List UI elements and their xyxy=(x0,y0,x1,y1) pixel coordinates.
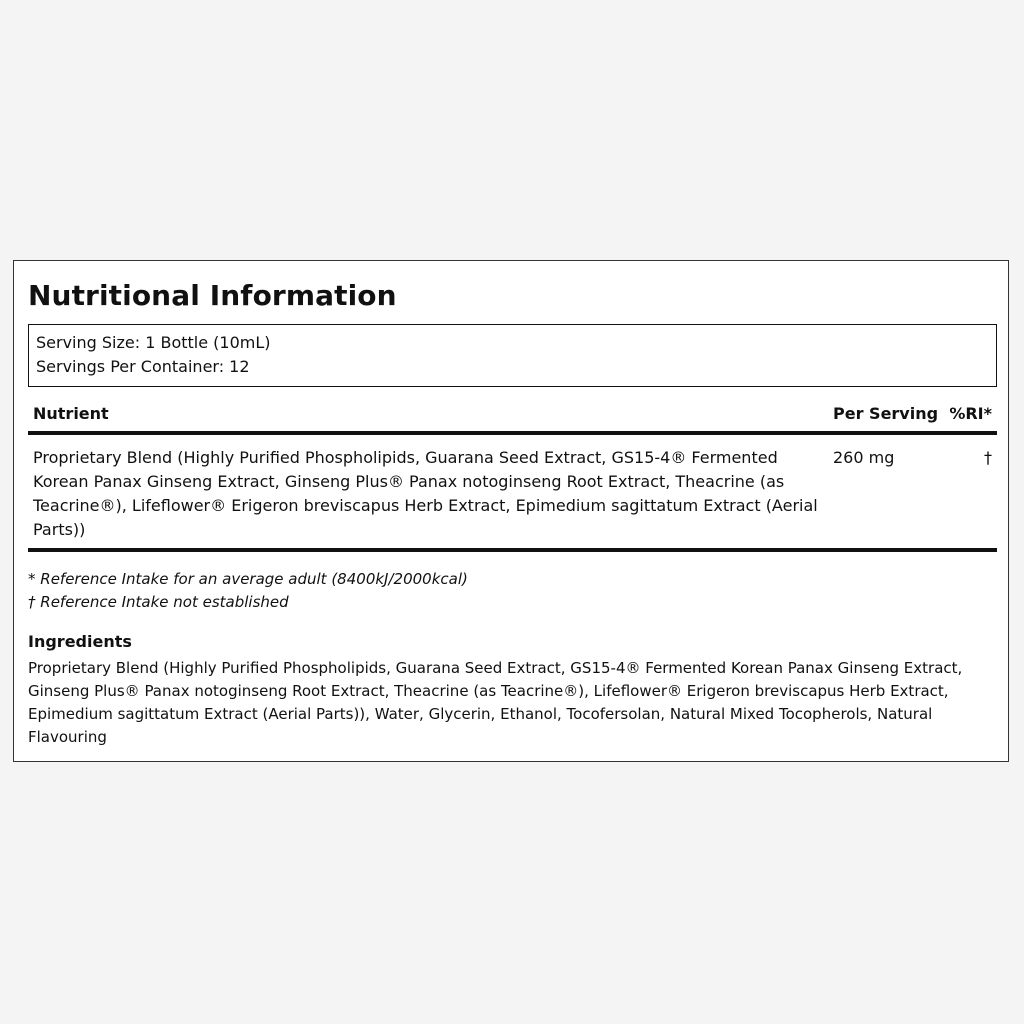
table-row xyxy=(28,433,997,550)
ingredients-text: Proprietary Blend (Highly Purified Phospholipids, Guarana Seed Extract, GS15-4® Fermented Korean Panax Ginseng Extract, Ginseng Plus® Panax notoginseng Root Extract, Theacrine (as Teacrine®), Lifeflower® Erigeron breviscapus Herb Extract, Epimedium sagittatum Extract (Aerial Parts)), Water, Glycerin, Ethanol, Tocofersolan, Natural Mixed Tocopherols, Natural Flavouring xyxy=(28,659,963,746)
nutrient-table xyxy=(28,399,997,552)
panel-title: Nutritional Information xyxy=(28,279,397,312)
ri-value: † xyxy=(943,433,997,550)
header-per-serving: Per Serving xyxy=(828,399,943,433)
nutrient-name: Proprietary Blend (Highly Purified Phospholipids, Guarana Seed Extract, GS15-4® Fermented Korean Panax Ginseng Extract, Ginseng Plus® Panax notoginseng Root Extract, Theacrine (as Teacrine®), Lifeflower® Erigeron breviscapus Herb Extract, Epimedium sagittatum Extract (Aerial Parts)) xyxy=(28,433,828,550)
nutrition-panel xyxy=(13,260,1009,762)
ri-footnote: * Reference Intake for an average adult (8400kJ/2000kcal) xyxy=(28,570,468,588)
header-ri: %RI* xyxy=(943,399,997,433)
footnotes xyxy=(28,568,468,614)
ingredients-heading: Ingredients xyxy=(28,632,132,651)
header-nutrient: Nutrient xyxy=(28,399,828,433)
table-header-row xyxy=(28,399,997,433)
serving-size: Serving Size: 1 Bottle (10mL) xyxy=(36,333,271,352)
servings-per-container: Servings Per Container: 12 xyxy=(36,357,250,376)
serving-info-box xyxy=(28,324,997,387)
per-serving-value: 260 mg xyxy=(828,433,943,550)
dagger-footnote: † Reference Intake not established xyxy=(28,593,289,611)
